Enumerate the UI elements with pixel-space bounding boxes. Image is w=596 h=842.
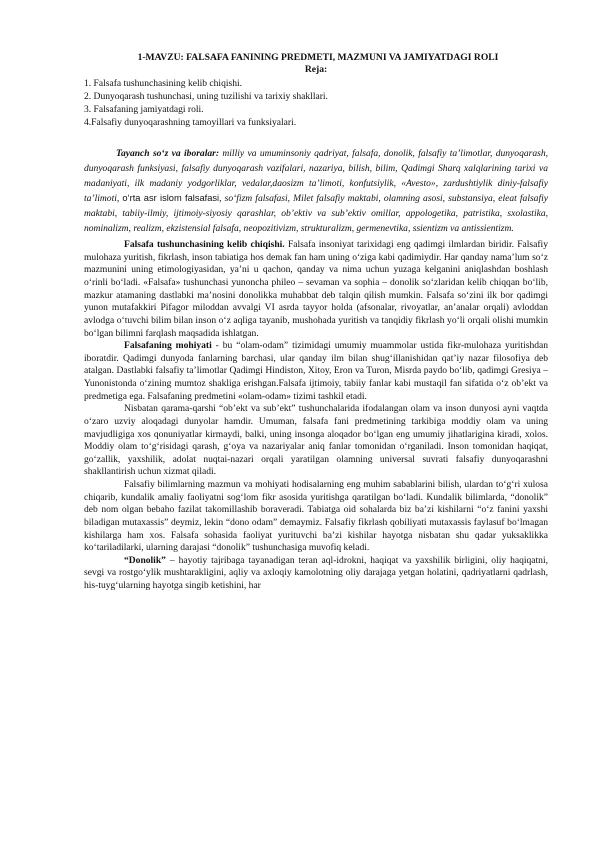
keywords-text-sans: o‘rta asr islom falsafasi bbox=[122, 192, 220, 203]
plan-item: 2. Dunyoqarash tushunchasi, uning tuzilishi va tarixiy shakllari. bbox=[84, 91, 328, 103]
paragraph-text: Falsafiy bilimlarning mazmun va mohiyati hodisalarning eng muhim sabablarini bilish, ulardan to‘g‘ri xulosa chiqarib, kundalik amaliy faoliyatni sog‘lom fikr asosida yuritishga qaratilgan bo‘ladi. Kundalik bilimlarda, “donolik” deb nom olgan bebaho fazilat takomillashib boraveradi. Tabiatga oid sohalarda biz ba’zi kishilarni “o‘z fanini yaxshi biladigan mutaxassis” deymiz, lekin “dono odam” demaymiz. Falsafiy fikrlash qobiliyati mutaxassis faylasuf bo‘lmagan kishilarga ham xos. Falsafa sohasida faoliyat yurituvchi ba’zi kishilar hayotga nisbatan shu qadar yuksaklikka ko‘tariladilarki, ularning darajasi “donolik” tushunchasiga muvofiq keladi. bbox=[84, 479, 548, 554]
paragraph-lead: “Donolik” bbox=[124, 554, 166, 566]
body-paragraph bbox=[84, 403, 548, 479]
keywords-text: milliy va umuminsoniy qadriyat, falsafa, donolik, falsafiy ta’limotlar, dunyoqarash, dunyoqarash funksiyasi, falsafiy dunyoqarash vazifalari, nazariya, bilish, bilim, Qadimgi Sharq xalqlarining tarixi va madaniyati, ilk madaniy yodgorliklar, vedalar,daosizm ta’limoti, konfutsiylik, «Avesto», zardushtiylik diniy-falsafiy ta’limoti, bbox=[84, 147, 548, 204]
plan-heading: Reja: bbox=[304, 64, 328, 76]
body-paragraph bbox=[84, 239, 548, 340]
paragraph-text: Falsafa insoniyat tarixidagi eng qadimgi ilmlardan biridir. Falsafiy mulohaza yuritish, fikrlash, inson tabiatiga hos demak fan ham uning o‘ziga kabi qadimiydir. Har qanday nama’lum so‘z mazmunini uning etimologiyasidan, ya’ni u qachon, qanday va nima uchun yuzaga kelganini aniqlashdan boshlash o‘rinli bo‘ladi. «Falsafa» tushunchasi yunoncha phileo – sevaman va sophia – donolik so‘zlaridan kelib chiqqan bo‘lib, mazkur atamaning dastlabki ma’nosini donolikka muhabbat deb talqin qilish mumkin. Falsafa so‘zini ilk bor qadimgi yunon mutafakkiri Pifagor miloddan avvalgi VI asrda tayyor holda (afsonalar, rivoyatlar, an’analar orqali) avloddan avlodga o‘tuvchi bilim bilan inson o‘z aqliga tayanib, mushohada yuritish va tanqidiy fikrlash yo‘li orqali olishi mumkin bo‘lgan bilimni farqlash maqsadida ishlatgan. bbox=[84, 239, 548, 339]
body-paragraph bbox=[84, 479, 548, 555]
body-paragraph bbox=[84, 555, 548, 593]
plan-item: 3. Falsafaning jamiyatdagi roli. bbox=[84, 104, 204, 116]
paragraph-text: - bu “olam-odam” tizimidagi umumiy muammolar ustida fikr-mulohaza yuritishdan iboratdir. Qadimgi dunyoda fanlarning barchasi, ular qanday ilm bilan shug‘illanishidan qat’iy nazar filosofiya deb atalgan. Dastlabki falsafiy ta’limotlar Qadimgi Hindiston, Xitoy, Eron va Turon, Misrda paydo bo‘lib, qadimgi Gresiya – Yunonistonda o‘zining mumtoz shakliga erishgan.Falsafa ijtimoiy, tabiiy fanlar kabi mustaqil fan sifatida o‘z ob’ekt va predmetiga ega. Falsafaning predmetini «olam-odam» tizimi tashkil etadi. bbox=[84, 340, 548, 402]
plan-item: 1. Falsafa tushunchasining kelib chiqishi. bbox=[84, 77, 243, 89]
paragraph-lead: Falsafaning mohiyati bbox=[124, 340, 212, 352]
paragraph-text: Nisbatan qarama-qarshi “ob’ekt va sub’ekt” tushunchalarida ifodalangan olam va inson dunyosi ayni vaqtda o‘zaro uzviy aloqadagi dunyolar hamdir. Umuman, falsafa fani predmetining tarkibiga moddiy olam va uning mavjudligiga xos qonuniyatlar kirmaydi, balki, uning insonga aloqador bo‘lgan eng umumiy jihatlarigina kiradi, xolos. Moddiy olam to‘g‘risidagi qarash, g‘oya va nazariyalar aniq fanlar tomonidan o‘rganiladi. Inson tomonidan haqiqat, go‘zallik, yaxshilik, adolat nuqtai-nazari orqali yaratilgan olamning universal suvrati falsafiy dunyoqarashni shakllantirish uchun xizmat qiladi. bbox=[84, 403, 548, 478]
keywords-heading: Tayanch so‘z va iboralar: bbox=[116, 147, 220, 159]
paragraph-text: – hayotiy tajribaga tayanadigan teran aql-idrokni, haqiqat va yaxshilik birligini, oliy haqiqatni, sevgi va rostgo‘ylik mushtarakligini, aqliy va axloqiy kamolotning oliy darajaga yetgan holatini, qadriyatlarni qadrlash, his-tuyg‘ularning hayotga singib ketishini, har bbox=[84, 554, 548, 592]
keywords-paragraph bbox=[84, 146, 548, 237]
plan-item: 4.Falsafiy dunyoqarashning tamoyillari va funksiyalari. bbox=[84, 117, 297, 129]
keywords-text: , so‘fizm falsafasi, Milet falsafiy maktabi, olamning asosi, substansiya, eleat falsafiy maktabi, tabiiy-ilmiy, ijtimoiy-siyosiy qarashlar, ob’ektiv va sub’ektiv omillar, appologetika, patristika, sxolastika, nominalizm, realizm, ekzistensial falsafa, neopozitivizm, strukturalizm, germenevtika, ssientizm va antissientizm. bbox=[84, 192, 549, 235]
paragraph-lead: Falsafa tushunchasining kelib chiqishi. bbox=[124, 239, 285, 251]
document-title: 1-MAVZU: FALSAFA FANINING PREDMETI, MAZMUNI VA JAMIYATDAGI ROLI bbox=[137, 52, 499, 63]
body-paragraph bbox=[84, 340, 548, 403]
plan-list bbox=[84, 77, 548, 130]
